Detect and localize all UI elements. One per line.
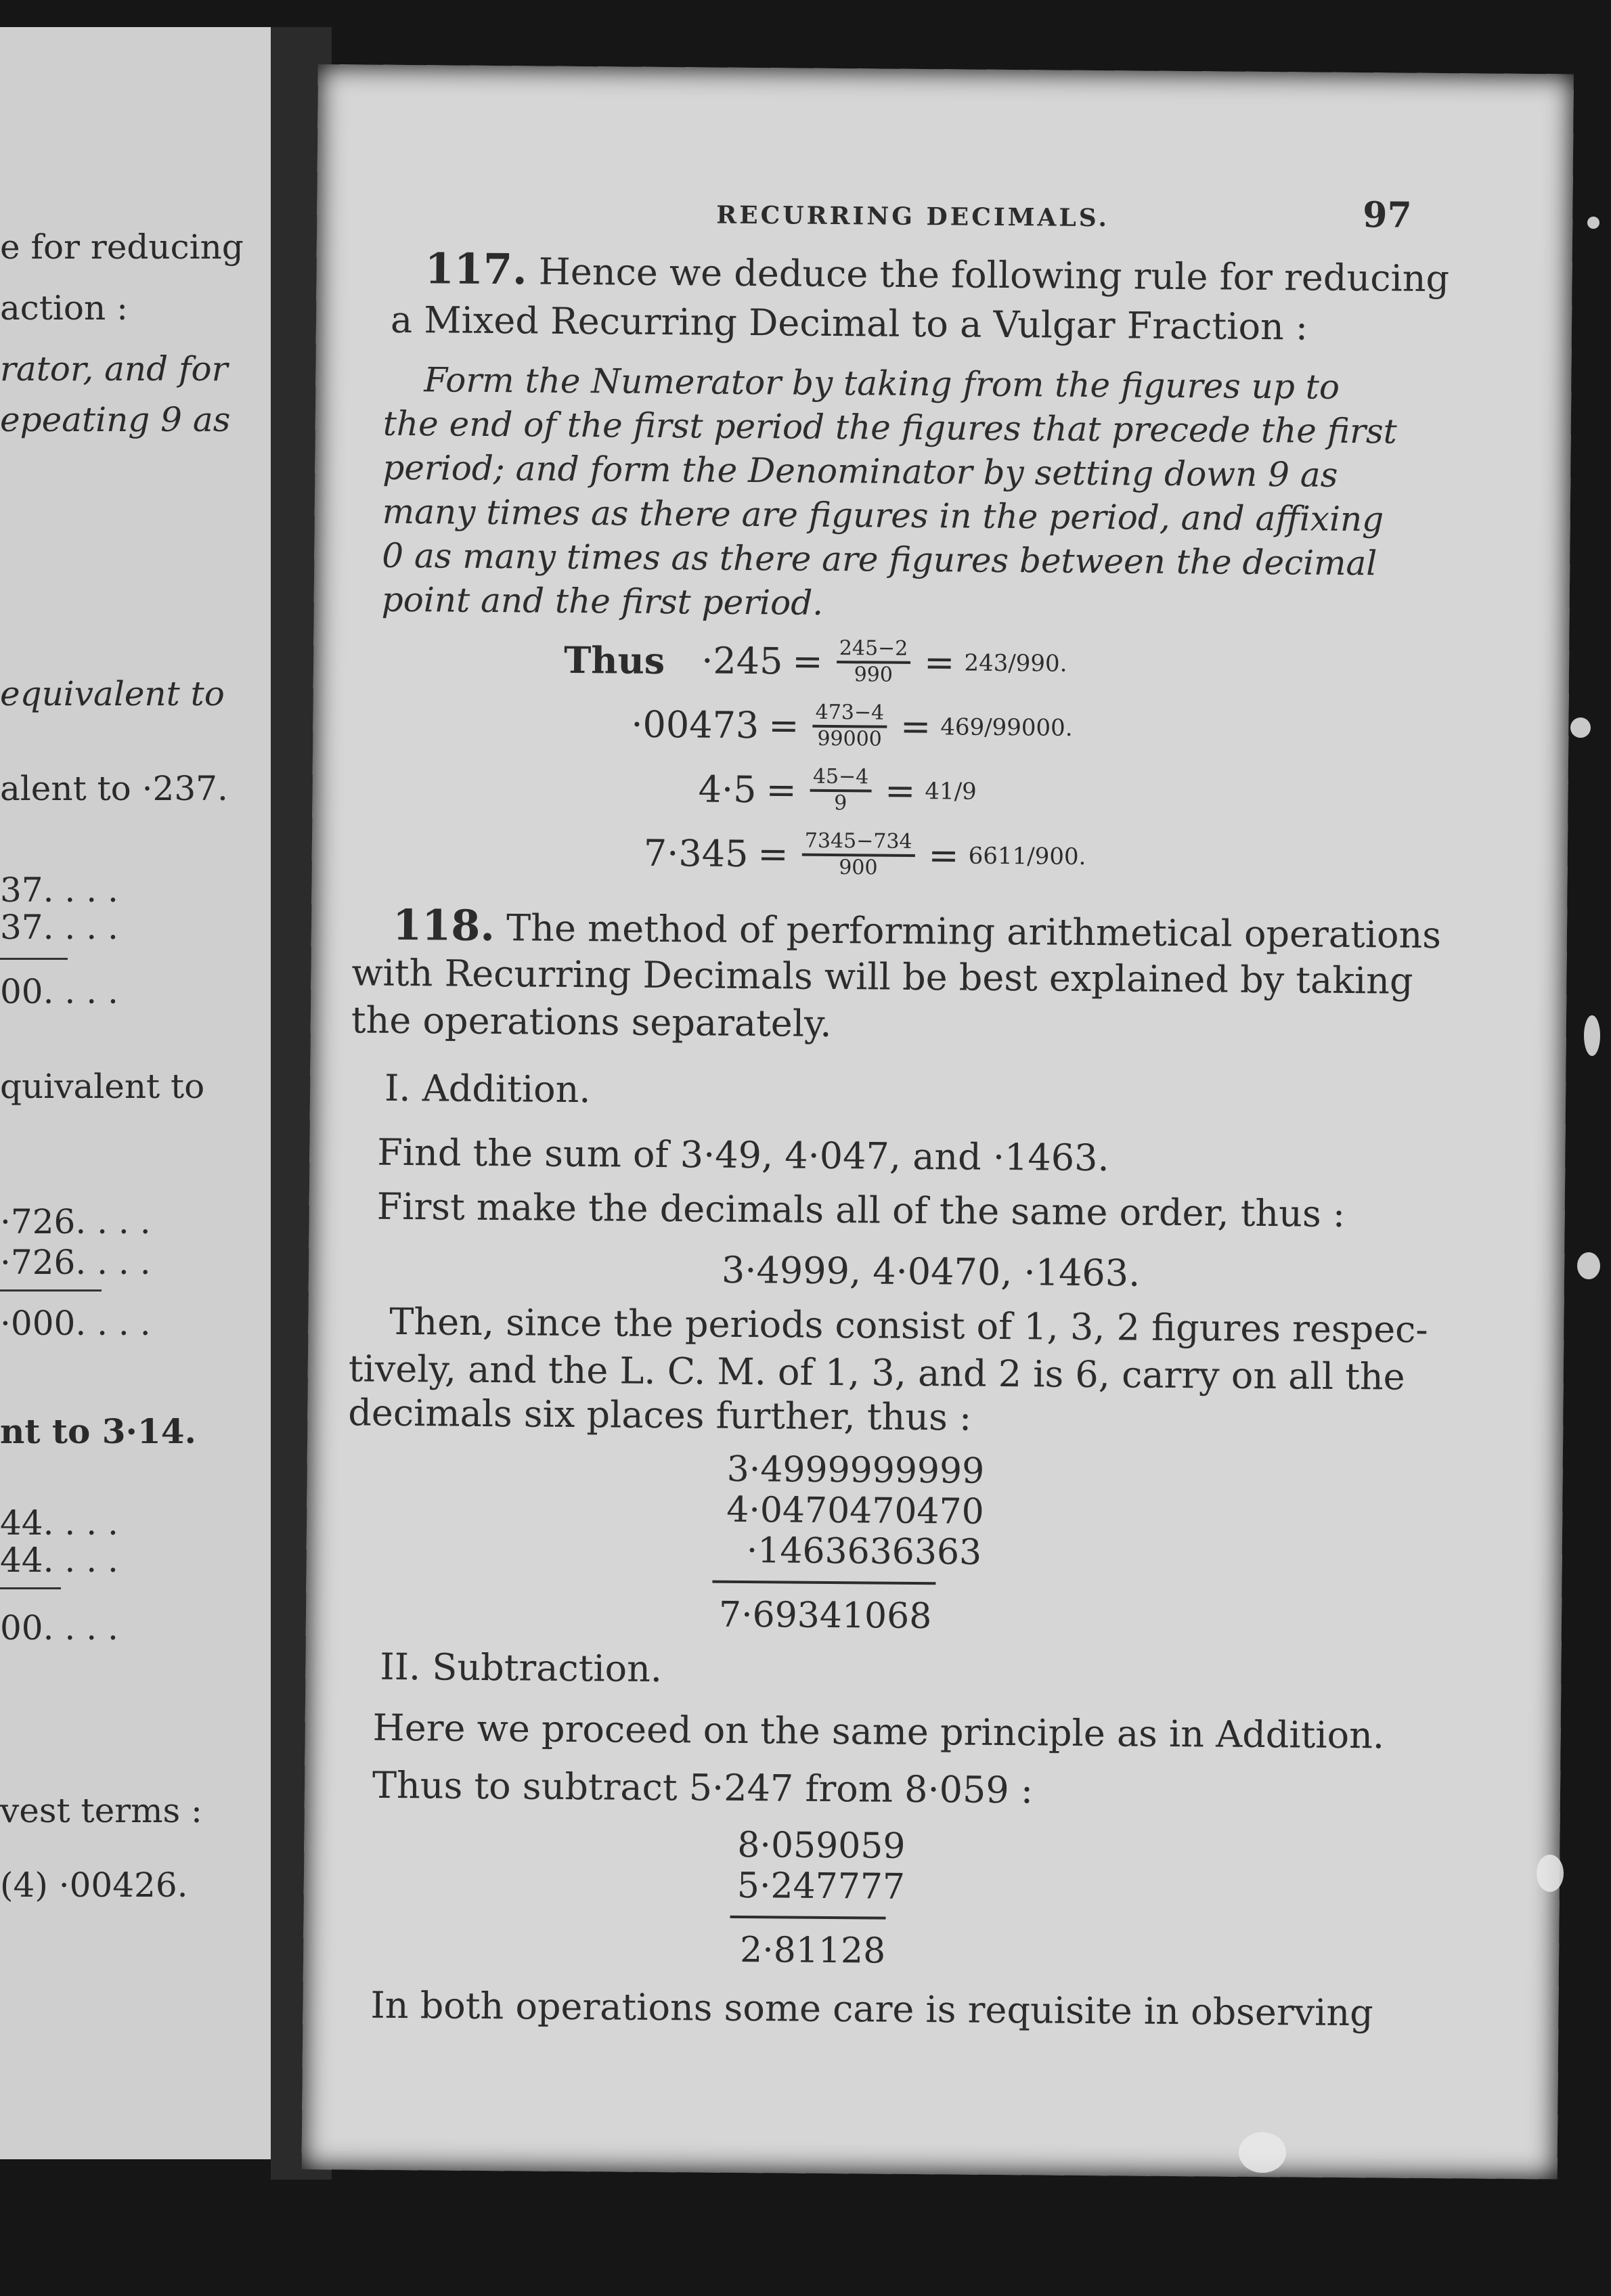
book-page [302, 64, 1574, 2179]
example-lhs: 4·5 [698, 767, 757, 811]
addition-heading: I. Addition. [384, 1066, 591, 1111]
previous-page-fragment [0, 27, 284, 2159]
scan-speck [1570, 718, 1591, 738]
subtraction-row: 5·247777 [736, 1865, 906, 1907]
left-rule [0, 1289, 102, 1292]
left-line: e for reducing [0, 227, 244, 267]
addition-then-line: Then, since the periods consist of 1, 3, 2 figures respec- [389, 1300, 1428, 1351]
left-line: action : [0, 288, 128, 328]
left-rule [0, 1587, 61, 1589]
example-result: 469/99000. [940, 713, 1073, 742]
addition-row: ·1463636363 [746, 1530, 982, 1573]
scan-speck [1577, 1252, 1600, 1279]
section-118-line [392, 900, 1442, 957]
left-line: ·726. . . . [0, 1243, 151, 1282]
left-line: (4) ·00426. [0, 1866, 188, 1905]
addition-sum-rule [712, 1581, 935, 1585]
section-text: The method of performing arithmetical operations [506, 906, 1442, 957]
left-line: 00. . . . [0, 972, 118, 1011]
section-118-line: with Recurring Decimals will be best explained by taking [351, 951, 1413, 1002]
addition-row: 4·0470470470 [726, 1489, 984, 1532]
scan-speck [1239, 2132, 1286, 2173]
thus-label: Thus [563, 638, 665, 682]
section-number: 118. [392, 900, 495, 951]
left-line: alent to ·237. [0, 769, 228, 808]
left-line: 00. . . . [0, 1608, 118, 1648]
addition-row: 3·4999999999 [726, 1449, 985, 1492]
subtraction-row: 8·059059 [737, 1824, 906, 1867]
example-row: ·00473 = $\frac{473-4}{99000}$ = 469/99000. [631, 700, 1073, 751]
section-118-line: the operations separately. [351, 998, 832, 1046]
rule-line: many times as there are figures in the period, and affixing [382, 491, 1384, 539]
example-row: 4·5 = $\frac{45-4}{9}$ = 41/9 [698, 764, 977, 815]
rule-line: point and the first period. [381, 579, 824, 623]
example-lhs: ·245 [701, 638, 783, 682]
scan-speck [1537, 1855, 1564, 1892]
subtraction-result-rule [730, 1916, 886, 1920]
left-line: equivalent to [0, 674, 225, 713]
left-line: vest terms : [0, 1791, 202, 1830]
left-line: 37. . . . [0, 908, 118, 947]
subtraction-line: Here we proceed on the same principle as in Addition. [372, 1706, 1385, 1757]
example-result: 41/9 [925, 777, 977, 805]
addition-then-line: decimals six places further, thus : [348, 1391, 972, 1439]
example-fraction: $\frac{7345-734}{900}$ [801, 830, 914, 880]
section-text: Hence we deduce the following rule for reducing [538, 250, 1450, 301]
rule-line: period; and form the Denominator by setting down 9 as [382, 447, 1338, 495]
left-line: 44. . . . [0, 1503, 118, 1543]
subtraction-result: 2·81128 [739, 1929, 886, 1972]
addition-find: Find the sum of 3·49, 4·047, and ·1463. [377, 1130, 1109, 1180]
closing-line: In both operations some care is requisite in observing [370, 1983, 1374, 2035]
example-lhs: 7·345 [643, 831, 749, 875]
example-lhs: ·00473 [631, 703, 759, 747]
rule-line: 0 as many times as there are figures between the decimal [382, 535, 1377, 583]
addition-first: First make the decimals all of the same order, thus : [376, 1185, 1346, 1235]
addition-same-order: 3·4999, 4·0470, ·1463. [721, 1248, 1141, 1295]
rule-line: Form the Numerator by taking from the figures up to [424, 360, 1340, 407]
example-fraction: $\frac{245-2}{990}$ [836, 637, 910, 687]
section-117-lead [424, 244, 1450, 301]
page-number: 97 [1363, 194, 1412, 236]
example-row: Thus ·245 = $\frac{245-2}{990}$ = 243/990. [563, 636, 1067, 687]
subtraction-line: Thus to subtract 5·247 from 8·059 : [372, 1763, 1034, 1812]
left-line: ·726. . . . [0, 1202, 151, 1241]
left-line: rator, and for [0, 349, 228, 389]
left-rule [0, 958, 68, 960]
example-fraction: $\frac{473-4}{99000}$ [812, 701, 887, 751]
example-row: 7·345 = $\frac{7345-734}{900}$ = 6611/900. [643, 829, 1086, 880]
left-line: 44. . . . [0, 1541, 118, 1580]
scan-speck [1587, 217, 1599, 229]
rule-line: the end of the first period the figures that precede the first [382, 403, 1398, 451]
example-fraction: $\frac{45-4}{9}$ [810, 766, 871, 816]
left-line: quivalent to [0, 1067, 205, 1106]
scan-speck [1584, 1015, 1600, 1056]
left-line: 37. . . . [0, 870, 118, 910]
left-line: epeating 9 as [0, 400, 231, 439]
example-result: 6611/900. [968, 842, 1086, 870]
example-result: 243/990. [964, 649, 1067, 678]
section-number: 117. [424, 244, 527, 294]
addition-then-line: tively, and the L. C. M. of 1, 3, and 2 is 6, carry on all the [348, 1347, 1405, 1398]
subtraction-heading: II. Subtraction. [380, 1645, 663, 1691]
left-line: nt to 3·14. [0, 1411, 196, 1451]
section-117-lead-2: a Mixed Recurring Decimal to a Vulgar Fraction : [390, 298, 1308, 349]
left-line: ·000. . . . [0, 1304, 151, 1343]
addition-sum: 7·69341068 [718, 1594, 932, 1637]
running-header: RECURRING DECIMALS. [716, 200, 1110, 233]
